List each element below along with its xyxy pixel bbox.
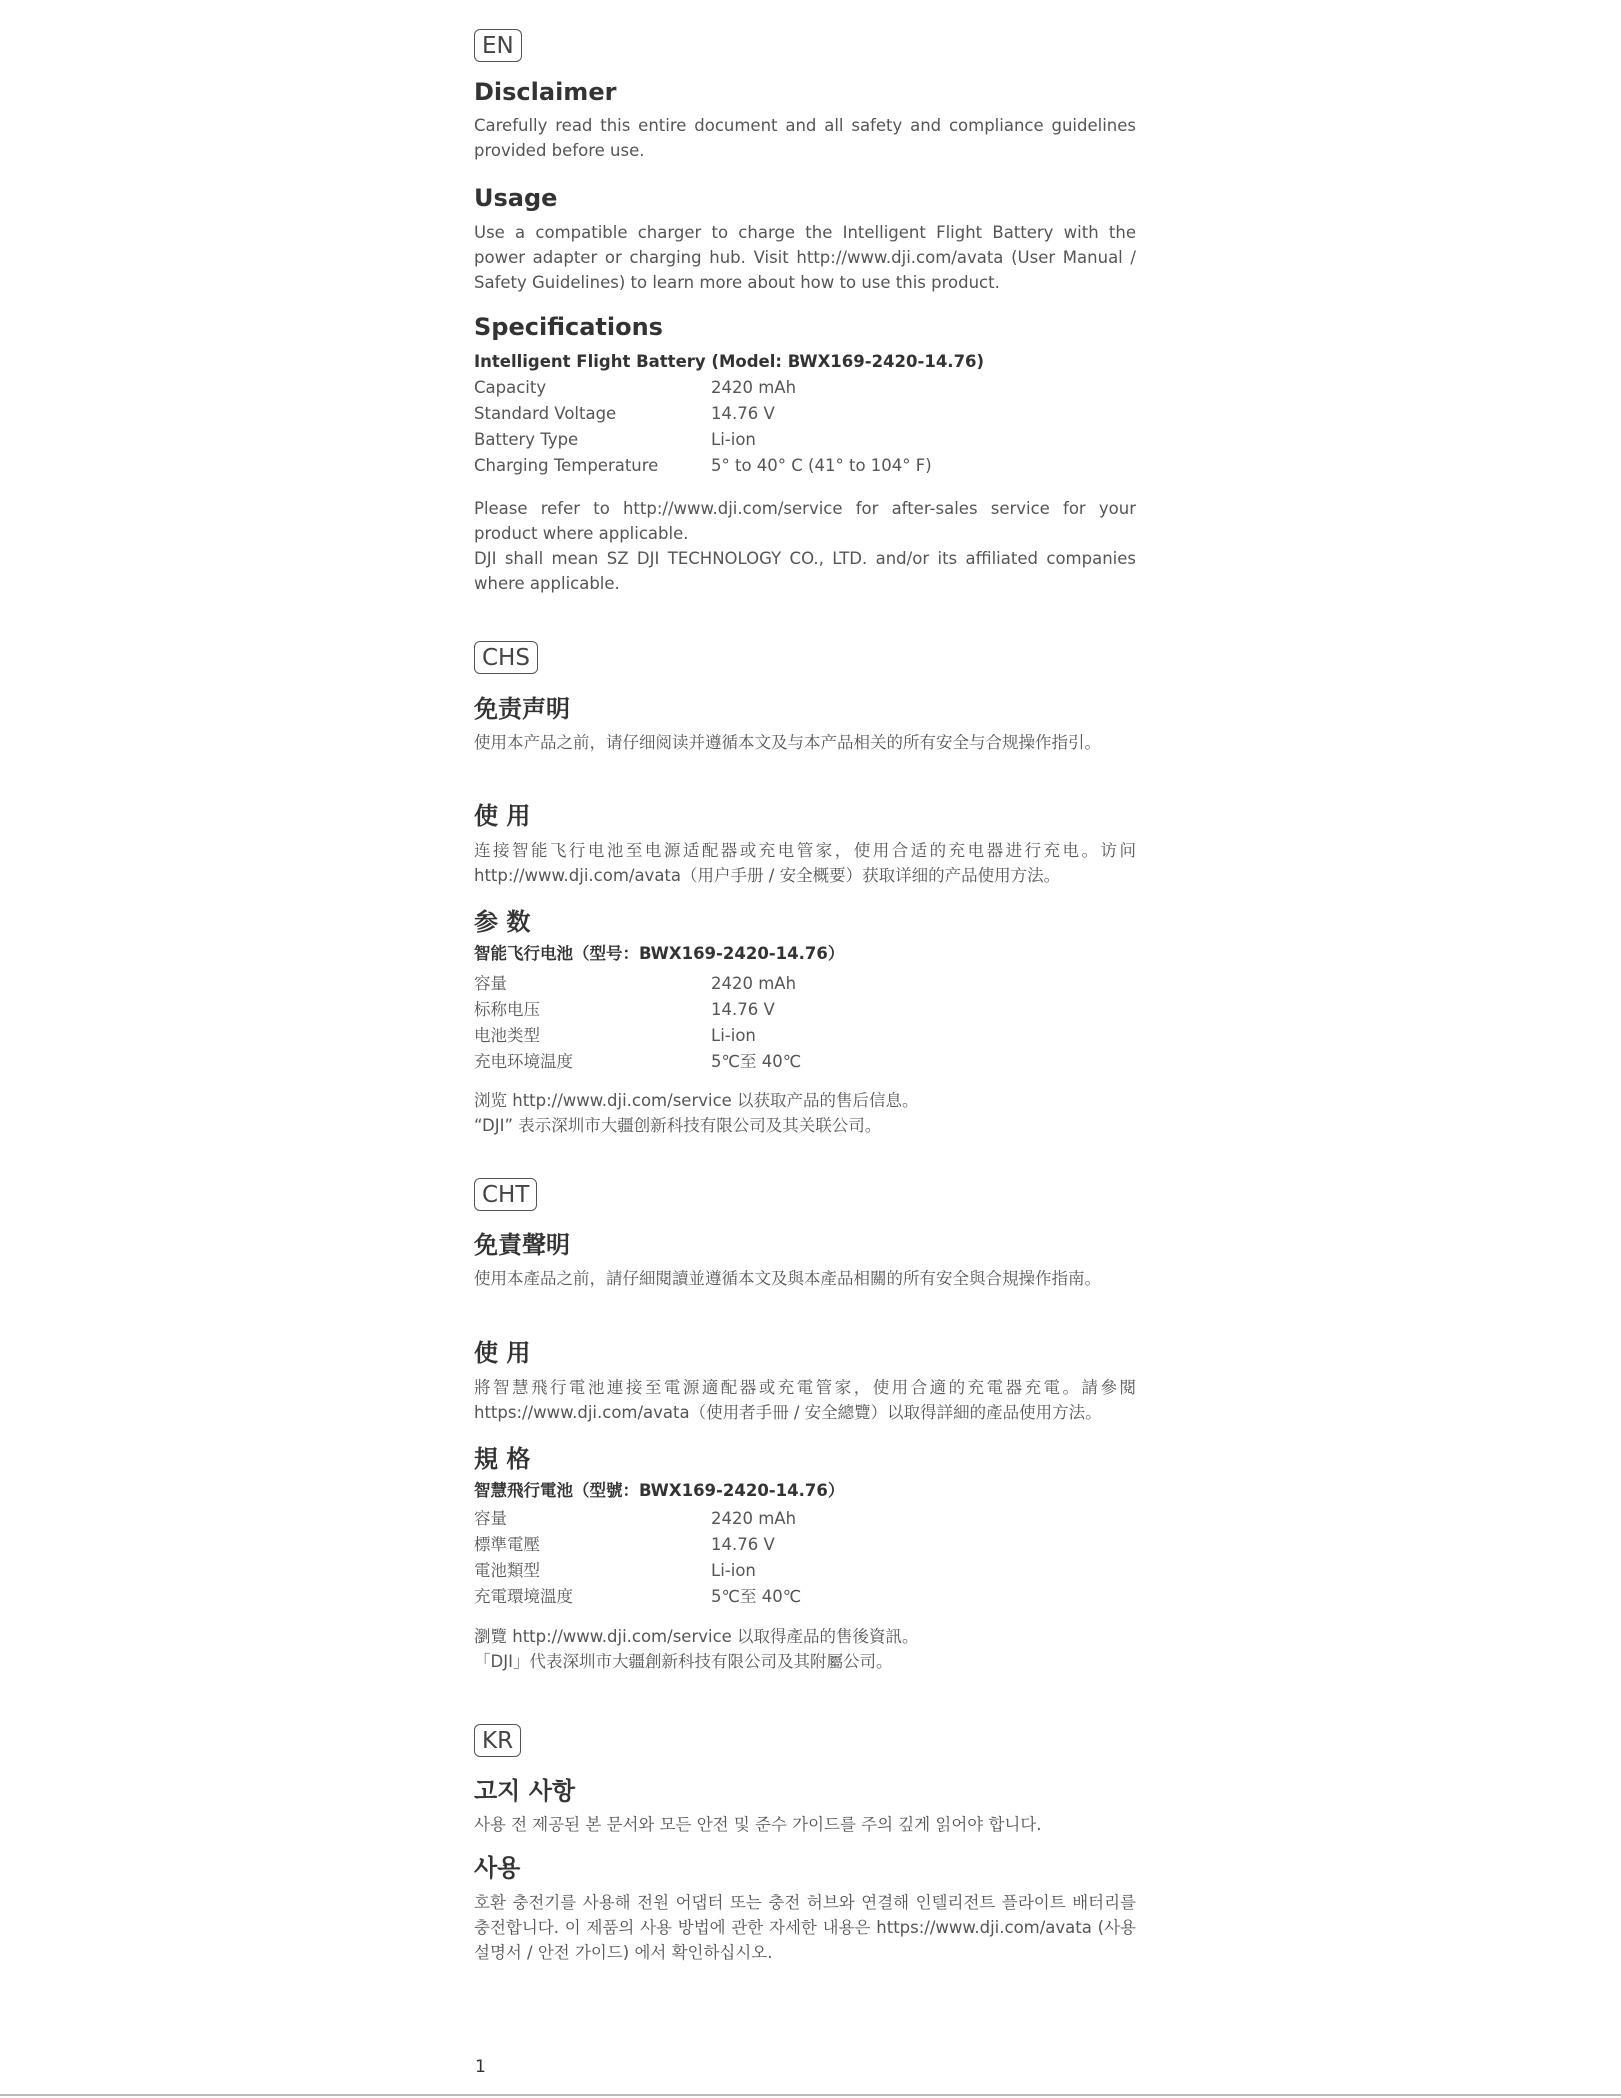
kr-usage: [474, 1853, 1136, 1965]
cht-specs-title: 規 格: [474, 1445, 531, 1473]
spec-value: 2420 mAh: [711, 378, 797, 397]
spec-value: 14.76 V: [711, 1000, 775, 1019]
chs-disclaimer-title: 免责声明: [474, 695, 570, 723]
spec-row: [474, 1049, 1136, 1075]
spec-key: Charging Temperature: [474, 456, 659, 475]
spec-value: 14.76 V: [711, 1535, 775, 1554]
spec-row: [474, 1023, 1136, 1049]
spec-value: 5℃至 40℃: [711, 1587, 802, 1606]
spec-key: 容量: [474, 974, 507, 993]
spec-row: [474, 453, 1136, 479]
en-note-dji: DJI shall mean SZ DJI TECHNOLOGY CO., LTD. and/or its affiliated companies where applicable.: [474, 549, 1136, 593]
cht-note-service: 瀏覽 http://www.dji.com/service 以取得產品的售後資訊。: [474, 1627, 919, 1646]
en-usage-title: Usage: [474, 184, 558, 212]
en-disclaimer: [474, 77, 1136, 163]
section-kr: [474, 1724, 1136, 1757]
section-en: [474, 29, 1136, 62]
spec-key: Standard Voltage: [474, 404, 617, 423]
lang-badge-kr: KR: [474, 1724, 521, 1757]
spec-value: Li-ion: [711, 1561, 756, 1580]
spec-row: [474, 1558, 1136, 1584]
chs-disclaimer: [474, 694, 1136, 755]
chs-specs-title: 参 数: [474, 908, 531, 936]
cht-usage-title: 使 用: [474, 1339, 531, 1367]
en-specs-title: Specifications: [474, 313, 663, 341]
cht-specs: [474, 1444, 1136, 1610]
spec-value: 5° to 40° C (41° to 104° F): [711, 456, 932, 475]
en-usage-text: Use a compatible charger to charge the Intelligent Flight Battery with the power adapter or charging hub. Visit http://www.dji.com/avata (User Manual / Safety Guidelines) to learn more about how to use this product.: [474, 223, 1136, 292]
spec-key: 标称电压: [474, 1000, 540, 1019]
kr-usage-text: 호환 충전기를 사용해 전원 어댑터 또는 충전 허브와 연결해 인텔리전트 플라이트 배터리를 충전합니다. 이 제품의 사용 방법에 관한 자세한 내용은 https://www.dji.com/avata (사용 설명서 / 안전 가이드) 에서 확인하십시오.: [474, 1893, 1136, 1962]
en-specs: [474, 312, 1136, 479]
spec-value: Li-ion: [711, 430, 756, 449]
chs-spec-heading: 智能飞行电池（型号：BWX169-2420-14.76）: [474, 944, 845, 963]
spec-value: 5℃至 40℃: [711, 1052, 802, 1071]
spec-row: [474, 375, 1136, 401]
chs-usage: [474, 801, 1136, 888]
chs-specs: [474, 907, 1136, 1075]
kr-disclaimer: [474, 1776, 1136, 1837]
page-number: 1: [475, 2057, 486, 2077]
lang-badge-en: EN: [474, 29, 522, 62]
kr-disclaimer-title: 고지 사항: [474, 1777, 576, 1805]
en-usage: [474, 183, 1136, 295]
section-chs: [474, 641, 1136, 674]
section-cht: [474, 1178, 1136, 1211]
en-disclaimer-text: Carefully read this entire document and all safety and compliance guidelines provided before use.: [474, 116, 1136, 160]
spec-key: 充电环境温度: [474, 1052, 573, 1071]
kr-disclaimer-text: 사용 전 제공된 본 문서와 모든 안전 및 준수 가이드를 주의 깊게 읽어야 합니다.: [474, 1815, 1042, 1834]
spec-row: [474, 971, 1136, 997]
spec-key: 電池類型: [474, 1561, 540, 1580]
spec-row: [474, 1584, 1136, 1610]
spec-row: [474, 1506, 1136, 1532]
cht-disclaimer-title: 免責聲明: [474, 1231, 570, 1259]
chs-note-dji: “DJI” 表示深圳市大疆创新科技有限公司及其关联公司。: [474, 1116, 882, 1135]
cht-disclaimer-text: 使用本產品之前，請仔細閱讀並遵循本文及與本產品相關的所有安全與合規操作指南。: [474, 1269, 1101, 1288]
spec-value: 2420 mAh: [711, 974, 797, 993]
cht-notes: [474, 1624, 1136, 1674]
spec-key: 电池类型: [474, 1026, 540, 1045]
spec-key: Capacity: [474, 378, 547, 397]
en-disclaimer-title: Disclaimer: [474, 78, 617, 106]
spec-value: 14.76 V: [711, 404, 775, 423]
chs-notes: [474, 1088, 1136, 1138]
chs-usage-title: 使 用: [474, 802, 531, 830]
spec-value: 2420 mAh: [711, 1509, 797, 1528]
spec-key: 充電環境溫度: [474, 1587, 573, 1606]
chs-usage-text: 连接智能飞行电池至电源适配器或充电管家，使用合适的充电器进行充电。访问 http://www.dji.com/avata（用户手册 / 安全概要）获取详细的产品使用方法。: [474, 841, 1136, 885]
chs-note-service: 浏览 http://www.dji.com/service 以获取产品的售后信息。: [474, 1091, 919, 1110]
cht-usage-text: 將智慧飛行電池連接至電源適配器或充電管家，使用合適的充電器充電。請參閱 https://www.dji.com/avata（使用者手冊 / 安全總覽）以取得詳細的產品使用方法。: [474, 1378, 1136, 1422]
spec-row: [474, 1532, 1136, 1558]
en-note-service: Please refer to http://www.dji.com/service for after-sales service for your product where applicable.: [474, 499, 1136, 543]
cht-note-dji: 「DJI」代表深圳市大疆創新科技有限公司及其附屬公司。: [474, 1652, 893, 1671]
spec-row: [474, 401, 1136, 427]
spec-key: 容量: [474, 1509, 507, 1528]
chs-disclaimer-text: 使用本产品之前，请仔细阅读并遵循本文及与本产品相关的所有安全与合规操作指引。: [474, 733, 1101, 752]
lang-badge-cht: CHT: [474, 1178, 537, 1211]
en-spec-heading: Intelligent Flight Battery (Model: BWX169-2420-14.76): [474, 352, 985, 371]
cht-spec-heading: 智慧飛行電池（型號：BWX169-2420-14.76）: [474, 1481, 845, 1500]
lang-badge-chs: CHS: [474, 641, 538, 674]
cht-usage: [474, 1338, 1136, 1425]
page-bottom-edge: [0, 2094, 1621, 2096]
en-notes: [474, 496, 1136, 596]
cht-disclaimer: [474, 1230, 1136, 1291]
spec-row: [474, 427, 1136, 453]
spec-key: Battery Type: [474, 430, 579, 449]
spec-key: 標準電壓: [474, 1535, 540, 1554]
kr-usage-title: 사용: [474, 1854, 521, 1882]
spec-row: [474, 997, 1136, 1023]
spec-value: Li-ion: [711, 1026, 756, 1045]
